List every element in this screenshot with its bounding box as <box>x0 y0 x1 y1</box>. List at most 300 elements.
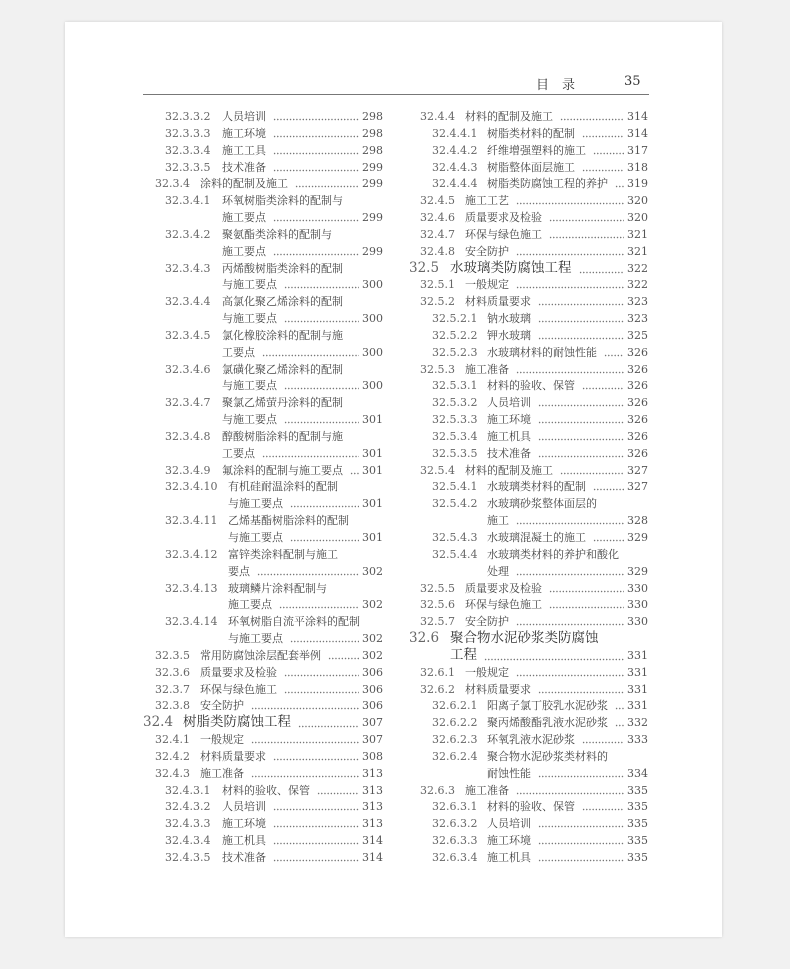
toc-entry-title-line <box>228 580 383 597</box>
toc-entry-number: 32.4.2 <box>155 749 190 763</box>
toc-entry[interactable] <box>165 108 383 125</box>
toc-entry-title-line <box>487 428 648 445</box>
toc-entry-title-line <box>222 782 383 799</box>
toc-entry-number: 32.4.1 <box>155 733 190 747</box>
dot-leader <box>298 714 359 731</box>
toc-entry[interactable] <box>165 159 383 176</box>
dot-leader <box>279 596 359 613</box>
toc-entry-title-line <box>200 175 383 192</box>
toc-entry-page: 326 <box>627 429 648 443</box>
toc-entry[interactable] <box>432 142 648 159</box>
toc-entry-number: 32.4.7 <box>420 227 455 241</box>
toc-entry-title: 与施工要点 <box>222 312 277 326</box>
toc-entry-title-line <box>487 697 648 714</box>
toc-entry-title: 材料质量要求 <box>465 682 531 696</box>
toc-entry-page: 322 <box>627 261 648 275</box>
toc-entry-number: 32.3.4.1 <box>165 194 211 208</box>
toc-entry-title-line <box>222 815 383 832</box>
toc-entry-number: 32.6.2.1 <box>432 699 478 713</box>
toc-entry-title-line <box>222 125 383 142</box>
toc-entry-title-line <box>465 596 648 613</box>
toc-entry-page: 320 <box>627 211 648 225</box>
toc-entry-title: 施工环境 <box>222 817 266 831</box>
toc-entry-title-line <box>487 546 648 563</box>
toc-entry-title: 施工环境 <box>487 413 531 427</box>
toc-entry-title-line <box>200 731 383 748</box>
toc-entry[interactable] <box>165 226 383 260</box>
toc-entry-number: 32.4 <box>143 714 174 731</box>
dot-leader <box>579 260 625 277</box>
toc-entry[interactable] <box>165 361 383 395</box>
toc-entry-page: 300 <box>362 278 383 292</box>
toc-entry-title-line <box>222 108 383 125</box>
toc-entry-title-line <box>487 175 648 192</box>
toc-entry[interactable] <box>155 681 383 698</box>
toc-entry[interactable] <box>432 445 648 462</box>
toc-entry[interactable] <box>165 394 383 428</box>
toc-entry-title: 氟涂料的配制与施工要点 <box>222 463 343 477</box>
toc-entry[interactable] <box>420 681 648 698</box>
dot-leader <box>516 664 624 681</box>
toc-entry-number: 32.5.4.4 <box>432 547 478 561</box>
dot-leader <box>560 462 624 479</box>
toc-entry-title: 技术准备 <box>222 850 266 864</box>
toc-entry[interactable] <box>165 613 383 647</box>
toc-entry[interactable] <box>420 108 648 125</box>
toc-entry-page: 301 <box>362 446 383 460</box>
toc-entry-page: 300 <box>362 345 383 359</box>
toc-entry-page: 300 <box>362 379 383 393</box>
toc-entry[interactable] <box>155 765 383 782</box>
dot-leader <box>538 445 624 462</box>
toc-entry[interactable] <box>165 815 383 832</box>
toc-entry[interactable] <box>165 327 383 361</box>
toc-entry-title: 施工准备 <box>465 362 509 376</box>
toc-entry-title: 钠水玻璃 <box>487 312 531 326</box>
toc-entry-title-line <box>228 546 383 563</box>
toc-entry-title: 质量要求及检验 <box>465 211 542 225</box>
toc-entry[interactable] <box>165 580 383 614</box>
dot-leader <box>350 462 359 479</box>
toc-entry-title: 环氧乳液水泥砂浆 <box>487 733 575 747</box>
toc-entry-page: 314 <box>362 850 383 864</box>
toc-entry-page: 313 <box>362 766 383 780</box>
toc-entry-number: 32.3.4.4 <box>165 295 211 309</box>
toc-entry-page: 318 <box>627 160 648 174</box>
toc-entry[interactable] <box>165 849 383 866</box>
toc-entry-page: 326 <box>627 345 648 359</box>
toc-entry[interactable] <box>165 192 383 226</box>
toc-entry-title-line <box>200 697 383 714</box>
toc-entry-number: 32.6.2.2 <box>432 716 478 730</box>
toc-entry[interactable] <box>143 714 383 731</box>
dot-leader <box>273 142 359 159</box>
dot-leader <box>582 125 624 142</box>
toc-entry-title: 施工环境 <box>222 126 266 140</box>
toc-entry[interactable] <box>165 478 383 512</box>
toc-entry-title-line <box>487 512 648 529</box>
toc-entry-number: 32.4.3.2 <box>165 800 211 814</box>
dot-leader <box>582 377 624 394</box>
toc-entry[interactable] <box>155 175 383 192</box>
toc-entry[interactable] <box>420 462 648 479</box>
toc-entry-title: 与施工要点 <box>222 278 277 292</box>
toc-entry-title-line <box>222 327 383 344</box>
toc-entry-page: 301 <box>362 463 383 477</box>
toc-entry-page: 332 <box>627 716 648 730</box>
toc-entry-page: 329 <box>627 531 648 544</box>
toc-entry-title-line <box>487 478 648 495</box>
dot-leader <box>257 563 359 580</box>
toc-entry-title-line <box>222 310 383 327</box>
toc-entry[interactable] <box>420 596 648 613</box>
toc-entry-title-line <box>222 260 383 277</box>
dot-leader <box>516 782 624 799</box>
toc-entry-title-line <box>487 832 648 849</box>
toc-entry-title: 水玻璃类防腐蚀工程 <box>450 259 572 276</box>
toc-entry[interactable] <box>432 175 648 192</box>
dot-leader <box>284 411 359 428</box>
toc-entry-title: 安全防护 <box>200 699 244 713</box>
toc-entry-title: 材料的配制及施工 <box>465 110 553 123</box>
dot-leader <box>538 428 624 445</box>
toc-entry[interactable] <box>432 394 648 411</box>
toc-entry-title-line <box>465 243 648 260</box>
toc-entry-title: 与施工要点 <box>228 632 283 646</box>
toc-entry-title: 技术准备 <box>222 160 266 174</box>
toc-entry[interactable] <box>165 512 383 546</box>
dot-leader <box>516 512 624 529</box>
toc-entry-title: 玻璃鳞片涂料配制与 <box>228 581 327 595</box>
toc-entry-number: 32.3.8 <box>155 699 190 713</box>
toc-entry-title-line <box>487 765 648 782</box>
toc-entry[interactable] <box>420 613 648 630</box>
toc-entry-title: 树脂类防腐蚀工程的养护 <box>487 177 608 191</box>
toc-entry[interactable] <box>155 697 383 714</box>
dot-leader <box>593 529 624 546</box>
toc-entry-page: 323 <box>627 312 648 326</box>
dot-leader <box>251 697 359 714</box>
toc-entry-title: 人员培训 <box>222 800 266 814</box>
dot-leader <box>284 664 359 681</box>
dot-leader <box>273 243 359 260</box>
toc-entry[interactable] <box>432 428 648 445</box>
toc-entry-number: 32.3.4.11 <box>165 514 218 528</box>
toc-entry[interactable] <box>420 580 648 597</box>
toc-entry-title-line <box>228 529 383 546</box>
toc-entry-number: 32.5.3.5 <box>432 446 478 460</box>
toc-entry[interactable] <box>420 209 648 226</box>
toc-entry[interactable] <box>165 125 383 142</box>
toc-entry-number: 32.3.4.6 <box>165 362 211 376</box>
toc-entry-title: 材料的验收、保管 <box>487 800 575 814</box>
toc-entry[interactable] <box>432 495 648 529</box>
toc-entry-title: 一般规定 <box>465 278 509 292</box>
toc-entry-title-line <box>222 293 383 310</box>
toc-entry[interactable] <box>432 798 648 815</box>
toc-entry-page: 298 <box>362 126 383 140</box>
toc-entry[interactable] <box>155 664 383 681</box>
toc-entry-number: 32.3.4.8 <box>165 429 211 443</box>
dot-leader <box>593 142 624 159</box>
toc-entry-title-line <box>222 209 383 226</box>
toc-entry-title-line <box>222 377 383 394</box>
toc-entry[interactable] <box>432 697 648 714</box>
toc-entry-title-line <box>487 159 648 176</box>
toc-entry-title-line <box>487 495 648 512</box>
dot-leader <box>317 782 359 799</box>
dot-leader <box>273 748 359 765</box>
toc-entry-number: 32.4.8 <box>420 244 455 258</box>
toc-entry[interactable] <box>165 142 383 159</box>
toc-entry-title: 聚合物水泥砂浆类防腐蚀 <box>450 630 599 647</box>
toc-entry[interactable] <box>420 276 648 293</box>
toc-entry-page: 306 <box>362 682 383 696</box>
toc-entry-title: 水玻璃材料的耐蚀性能 <box>487 345 597 359</box>
toc-entry-number: 32.4.4.1 <box>432 126 478 140</box>
toc-entry-title-line <box>222 798 383 815</box>
toc-entry-title-line <box>200 664 383 681</box>
toc-entry-page: 321 <box>627 227 648 241</box>
toc-entry[interactable] <box>165 260 383 294</box>
dot-leader <box>273 798 359 815</box>
toc-entry-number: 32.3.4.10 <box>165 480 218 494</box>
toc-entry[interactable] <box>432 815 648 832</box>
toc-entry-page: 325 <box>627 328 648 342</box>
dot-leader <box>273 815 359 832</box>
running-header-page-number: 35 <box>624 74 641 89</box>
toc-entry-page: 330 <box>627 581 648 595</box>
toc-entry-title: 安全防护 <box>465 244 509 258</box>
toc-entry[interactable] <box>432 714 648 731</box>
toc-entry-number: 32.4.4.2 <box>432 143 478 157</box>
toc-entry-title-line <box>465 462 648 479</box>
dot-leader <box>549 209 624 226</box>
toc-entry[interactable] <box>432 478 648 495</box>
toc-entry-title: 环保与绿色施工 <box>465 598 542 612</box>
toc-entry-number: 32.5.4.2 <box>432 497 478 511</box>
toc-entry-title-line <box>487 125 648 142</box>
toc-entry-page: 306 <box>362 699 383 713</box>
toc-entry-page: 322 <box>627 278 648 292</box>
dot-leader <box>538 832 624 849</box>
toc-entry-title-line <box>228 495 383 512</box>
toc-entry-title: 水玻璃类材料的配制 <box>487 480 586 494</box>
toc-entry-title: 与施工要点 <box>222 413 277 427</box>
toc-entry-number: 32.5.4.3 <box>432 531 478 544</box>
toc-entry[interactable] <box>432 529 648 546</box>
toc-entry[interactable] <box>165 782 383 799</box>
toc-entry-number: 32.4.3.3 <box>165 817 211 831</box>
toc-entry[interactable] <box>420 192 648 209</box>
toc-entry-title: 工要点 <box>222 345 255 359</box>
toc-entry-number: 32.3.4.5 <box>165 328 211 342</box>
dot-leader <box>290 495 359 512</box>
toc-entry-title-line <box>228 613 383 630</box>
toc-entry[interactable] <box>155 748 383 765</box>
toc-entry-title-line <box>222 344 383 361</box>
toc-entry-title-line <box>228 512 383 529</box>
toc-entry[interactable] <box>432 344 648 361</box>
toc-entry-title: 施工工艺 <box>465 194 509 208</box>
toc-entry-number: 32.6.3.2 <box>432 817 478 831</box>
toc-entry-page: 329 <box>627 564 648 578</box>
toc-entry[interactable] <box>420 243 648 260</box>
toc-entry[interactable] <box>165 546 383 580</box>
toc-entry-title: 环保与绿色施工 <box>465 227 542 241</box>
toc-entry-page: 333 <box>627 733 648 747</box>
toc-entry-title: 技术准备 <box>487 446 531 460</box>
toc-entry-number: 32.3.4.7 <box>165 396 211 410</box>
toc-entry-number: 32.6.3.3 <box>432 834 478 848</box>
toc-entry[interactable] <box>165 293 383 327</box>
toc-entry-page: 326 <box>627 379 648 393</box>
toc-entry[interactable] <box>432 748 648 782</box>
toc-entry-title: 高氯化聚乙烯涂料的配制 <box>222 295 343 309</box>
toc-entry-page: 301 <box>362 497 383 511</box>
toc-entry[interactable] <box>432 159 648 176</box>
toc-entry-page: 313 <box>362 800 383 814</box>
toc-entry-number: 32.6.3.1 <box>432 800 478 814</box>
toc-entry-page: 319 <box>627 177 648 191</box>
toc-entry[interactable] <box>155 731 383 748</box>
toc-entry-title: 人员培训 <box>487 817 531 831</box>
dot-leader <box>516 563 624 580</box>
dot-leader <box>484 647 624 664</box>
toc-entry-page: 326 <box>627 446 648 460</box>
toc-entry-number: 32.3.3.3 <box>165 126 211 140</box>
toc-entry-title-line <box>465 276 648 293</box>
toc-entry-page: 331 <box>627 682 648 696</box>
toc-entry-number: 32.4.4.4 <box>432 177 478 191</box>
toc-entry-title-line <box>450 260 648 277</box>
toc-entry-title: 施工要点 <box>222 244 266 258</box>
toc-entry-title-line <box>222 394 383 411</box>
toc-entry-title-line <box>487 748 648 765</box>
toc-entry-title-line <box>222 462 383 479</box>
toc-entry-title-line <box>465 192 648 209</box>
toc-entry[interactable] <box>409 630 648 664</box>
toc-entry-number: 32.3.5 <box>155 648 190 662</box>
toc-entry-title-line <box>228 478 383 495</box>
dot-leader <box>538 327 624 344</box>
toc-entry-title-line <box>200 647 383 664</box>
dot-leader <box>538 849 624 866</box>
dot-leader <box>538 765 624 782</box>
toc-entry-title-line <box>450 630 648 647</box>
toc-entry-number: 32.5.4 <box>420 463 455 477</box>
toc-entry[interactable] <box>432 310 648 327</box>
dot-leader <box>615 697 624 714</box>
toc-entry-page: 314 <box>627 110 648 123</box>
toc-entry-title: 耐蚀性能 <box>487 766 531 780</box>
toc-entry[interactable] <box>420 664 648 681</box>
toc-entry[interactable] <box>432 832 648 849</box>
toc-entry-title-line <box>487 563 648 580</box>
toc-entry-title: 质量要求及检验 <box>465 581 542 595</box>
toc-entry-title: 水玻璃类材料的养护和酸化 <box>487 547 619 561</box>
dot-leader <box>615 714 624 731</box>
toc-entry-title: 聚氨酯类涂料的配制与 <box>222 227 332 241</box>
toc-entry-title: 树脂类防腐蚀工程 <box>183 714 291 731</box>
dot-leader <box>549 226 624 243</box>
toc-entry-title: 醇酸树脂涂料的配制与施 <box>222 429 343 443</box>
toc-entry[interactable] <box>432 327 648 344</box>
toc-entry-page: 299 <box>362 160 383 174</box>
toc-entry-title-line <box>228 630 383 647</box>
toc-entry-title: 富锌类涂料配制与施工 <box>228 547 338 561</box>
toc-entry-number: 32.3.4.9 <box>165 463 211 477</box>
dot-leader <box>516 276 624 293</box>
toc-entry-title-line <box>487 394 648 411</box>
toc-entry-number: 32.3.4.13 <box>165 581 218 595</box>
toc-entry[interactable] <box>420 293 648 310</box>
toc-entry[interactable] <box>165 798 383 815</box>
toc-entry-title-line <box>228 596 383 613</box>
toc-entry-page: 314 <box>627 126 648 140</box>
toc-entry-page: 335 <box>627 783 648 797</box>
toc-entry-number: 32.3.3.5 <box>165 160 211 174</box>
toc-entry[interactable] <box>432 411 648 428</box>
toc-entry[interactable] <box>155 647 383 664</box>
toc-entry-number: 32.6.3.4 <box>432 850 478 864</box>
toc-entry[interactable] <box>432 849 648 866</box>
toc-entry-title-line <box>222 832 383 849</box>
toc-entry-title: 人员培训 <box>487 396 531 410</box>
toc-entry[interactable] <box>432 546 648 580</box>
toc-entry-title-line <box>222 849 383 866</box>
toc-entry-title: 丙烯酸树脂类涂料的配制 <box>222 261 343 275</box>
toc-entry-title: 环氧树脂自流平涂料的配制 <box>228 615 360 629</box>
toc-entry[interactable] <box>420 361 648 378</box>
toc-entry-title: 处理 <box>487 564 509 578</box>
toc-entry-number: 32.5.7 <box>420 615 455 629</box>
toc-entry-page: 298 <box>362 110 383 123</box>
toc-entry[interactable] <box>432 377 648 394</box>
toc-entry[interactable] <box>420 226 648 243</box>
dot-leader <box>251 731 359 748</box>
toc-entry[interactable] <box>409 260 648 277</box>
toc-entry-title: 涂料的配制及施工 <box>200 177 288 191</box>
toc-entry-title-line <box>465 664 648 681</box>
toc-entry-title-line <box>200 681 383 698</box>
toc-entry-title-line <box>222 159 383 176</box>
toc-entry[interactable] <box>420 782 648 799</box>
toc-entry[interactable] <box>165 428 383 462</box>
dot-leader <box>516 192 624 209</box>
toc-entry[interactable] <box>432 731 648 748</box>
toc-entry-title-line <box>487 445 648 462</box>
toc-entry[interactable] <box>165 832 383 849</box>
toc-entry[interactable] <box>432 125 648 142</box>
toc-entry-title: 施工要点 <box>228 598 272 612</box>
dot-leader <box>284 310 359 327</box>
toc-entry[interactable] <box>165 462 383 479</box>
toc-entry-page: 326 <box>627 396 648 410</box>
toc-entry-page: 307 <box>362 733 383 747</box>
toc-entry-page: 302 <box>362 632 383 646</box>
toc-entry-page: 331 <box>627 665 648 679</box>
toc-entry-title: 阳离子氯丁胶乳水泥砂浆 <box>487 699 608 713</box>
toc-entry-number: 32.5.3.3 <box>432 413 478 427</box>
toc-entry-number: 32.5.2.1 <box>432 312 478 326</box>
toc-entry-page: 335 <box>627 800 648 814</box>
toc-entry-title-line <box>465 293 648 310</box>
toc-entry-title: 水玻璃砂浆整体面层的 <box>487 497 597 511</box>
dot-leader <box>538 815 624 832</box>
dot-leader <box>582 159 624 176</box>
toc-entry-page: 302 <box>362 598 383 612</box>
